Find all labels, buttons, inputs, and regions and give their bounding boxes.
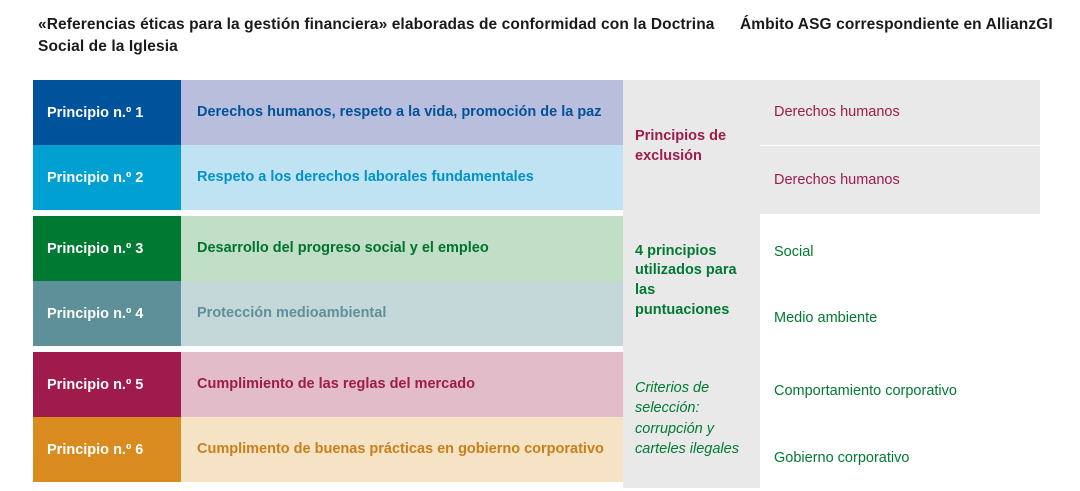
grouping-column [623, 80, 760, 488]
principle-description: Protección medioambiental [181, 281, 623, 346]
asg-cell: Comportamiento corporativo [760, 357, 1040, 425]
table-row [33, 80, 623, 145]
table-row [33, 145, 623, 210]
principle-tag: Principio n.º 3 [33, 216, 181, 281]
principle-tag: Principio n.º 6 [33, 417, 181, 482]
table-row [33, 417, 623, 482]
header-left [0, 14, 730, 59]
header-right [730, 14, 1080, 59]
asg-cell: Derechos humanos [760, 146, 1040, 214]
principle-tag: Principio n.º 1 [33, 80, 181, 145]
principle-tag: Principio n.º 5 [33, 352, 181, 417]
principle-tag: Principio n.º 4 [33, 281, 181, 346]
asg-cell: Gobierno corporativo [760, 426, 1040, 491]
grouping-title: Principios de exclusión [635, 127, 727, 164]
header-left-text: «Referencias éticas para la gestión financiera» elaboradas de conformidad con la Doctrina Social de la Iglesia [38, 16, 715, 56]
header-row [0, 0, 1080, 59]
table-row [33, 352, 623, 417]
header-right-text: Ámbito ASG correspondiente en AllianzGI [740, 16, 1053, 33]
table-row [33, 216, 623, 281]
table-row [33, 281, 623, 346]
grouping-block-scoring [623, 213, 760, 349]
principle-description: Cumplimento de buenas prácticas en gobierno corporativo [181, 417, 623, 482]
grouping-title: 4 principios utilizados para las puntuaciones [635, 242, 737, 318]
asg-cell: Social [760, 220, 1040, 285]
asg-cell: Derechos humanos [760, 80, 1040, 145]
grouping-block-exclusion [623, 80, 760, 213]
principle-description: Derechos humanos, respeto a la vida, promoción de la paz [181, 80, 623, 145]
grouping-subtitle: Criterios de selección: corrupción y carteles ilegales [635, 379, 739, 457]
principle-description: Desarrollo del progreso social y el empleo [181, 216, 623, 281]
principle-tag: Principio n.º 2 [33, 145, 181, 210]
grouping-block-criteria [623, 349, 760, 488]
principles-table [33, 80, 1040, 488]
asg-cell: Medio ambiente [760, 286, 1040, 351]
principle-description: Cumplimiento de las reglas del mercado [181, 352, 623, 417]
principle-description: Respeto a los derechos laborales fundamentales [181, 145, 623, 210]
principles-column [33, 80, 623, 488]
asg-column [760, 80, 1040, 488]
